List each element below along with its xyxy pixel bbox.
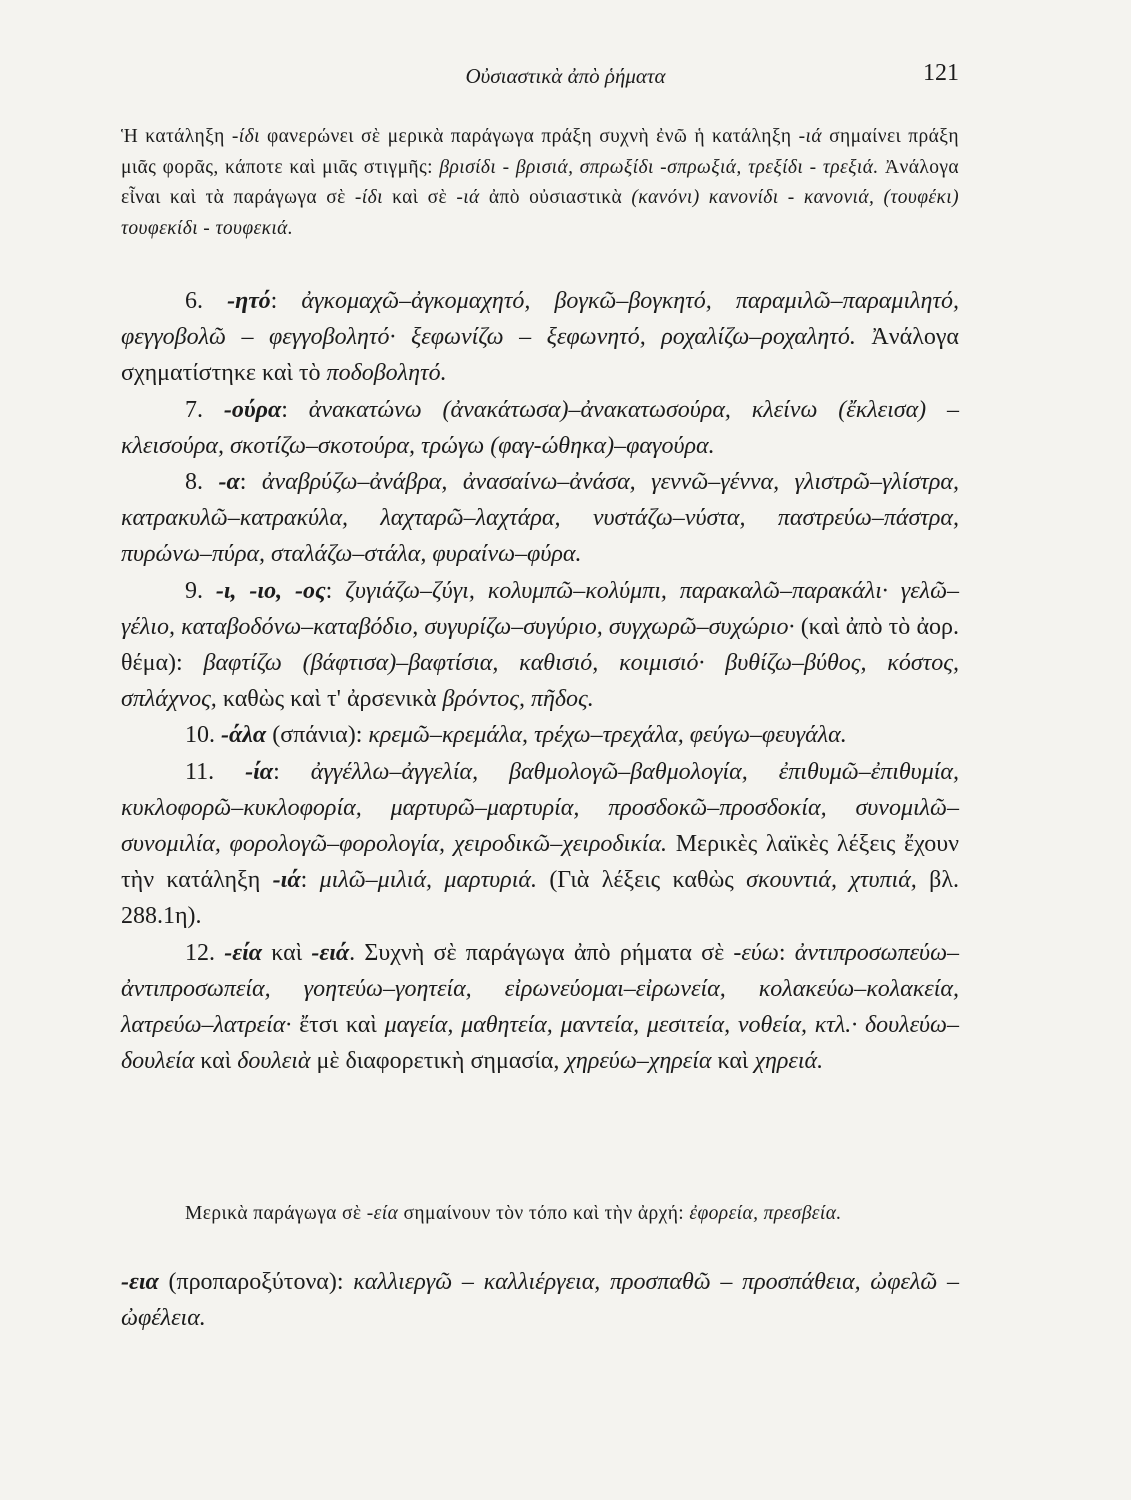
item-10 (121, 717, 959, 753)
text: Μερικὰ παράγωγα σὲ (185, 1203, 367, 1224)
suffix-heading: -εία (224, 939, 263, 966)
examples: δουλειὰ (237, 1048, 311, 1075)
examples: χηρειά. (754, 1048, 824, 1075)
intro-paragraph (121, 122, 959, 244)
item-7 (121, 392, 959, 464)
examples: βρισίδι - βρισιά, σπρωξίδι -σπρωξιά, τρεξίδι - τρεξιά. (439, 156, 879, 178)
text: Μερικὲς λαϊκὲς λέξεις ἔχουν τὴν κατάληξη (121, 831, 959, 894)
text: (προπαροξύτονα): (158, 1269, 354, 1295)
item-11 (121, 754, 959, 935)
text: σημαίνει πράξη μιᾶς φορᾶς, κάποτε καὶ μιᾶς στιγμῆς: (121, 126, 959, 178)
main-text (121, 283, 959, 1079)
suffix-heading: -εια (121, 1269, 159, 1295)
item-number: 6. (185, 288, 228, 314)
item-number: 12. (185, 939, 225, 966)
text: φανερώνει σὲ μερικὰ παράγωγα πράξη συχνὴ ἐνῶ ἡ κατάληξη (259, 126, 799, 147)
text: : (325, 577, 346, 604)
text: Ἀνάλογα σχηματίστηκε καὶ τὸ (121, 324, 960, 387)
text: ἔτσι καὶ (291, 1012, 385, 1039)
suffix-term: -ιά (456, 187, 480, 208)
item-8 (121, 464, 959, 573)
suffix-term: -εύω (733, 939, 779, 966)
suffix-term: -ίδι (231, 126, 260, 147)
text: καὶ (711, 1048, 755, 1075)
text: καὶ σὲ (382, 187, 457, 208)
text: σημαίνουν τὸν τόπο καὶ τὴν ἀρχή: (398, 1203, 690, 1224)
text: : (778, 939, 795, 966)
examples: ποδοβολητό. (326, 360, 447, 387)
text: : (281, 396, 309, 423)
text: : (273, 758, 311, 785)
item-number: 8. (185, 469, 219, 496)
text: βλ. 288.1η). (121, 867, 960, 930)
text: καὶ (262, 939, 312, 966)
text: : (239, 469, 262, 496)
item-9 (121, 573, 959, 718)
text: (Γιὰ λέξεις καθὼς (536, 867, 747, 894)
text: καθὼς καὶ τ' ἀρσενικὰ (216, 686, 443, 713)
examples: (κανόνι) κανονίδι - κανονιά, (τουφέκι) τουφεκίδι - τουφεκιά. (121, 187, 959, 239)
examples: ἀνακατώνω (ἀνακάτωσα)–ἀνακατωσούρα, κλείνω (ἔκλεισα) – κλεισούρα, σκοτίζω–σκοτούρα, τρώγω (φαγ-ώθηκα)–φαγούρα. (121, 396, 960, 459)
examples: καλλιεργῶ – καλλιέργεια, προσπαθῶ – προσπάθεια, ὠφελῶ – ὠφέλεια. (121, 1269, 959, 1331)
suffix-heading: -ούρα (223, 396, 282, 423)
suffix-heading: -α (218, 469, 240, 496)
examples: ζυγιάζω–ζύγι, κολυμπῶ–κολύμπι, παρακαλῶ–παρακάλι· γελῶ–γέλιο, καταβοδόνω–καταβόδιο, συγυρίζω–συγύριο, συγχωρῶ–συχώριο· (121, 577, 960, 640)
suffix-heading: -άλα (221, 722, 267, 749)
examples: ἀγγέλλω–ἀγγελία, βαθμολογῶ–βαθμολογία, ἐπιθυμῶ–ἐπιθυμία, κυκλοφορῶ–κυκλοφορία, μαρτυρῶ–μαρτυρία, προσδοκῶ–προσδοκία, συνομιλῶ–συνομιλία, φορολογῶ–φορολογία, χειροδικῶ–χειροδικία. (121, 758, 960, 858)
running-title: Οὐσιαστικὰ ἀπὸ ῥήματα (465, 64, 666, 88)
text: ἀπὸ οὐσιαστικὰ (479, 187, 632, 208)
suffix-term: -ιά (272, 867, 301, 894)
item-number: 7. (185, 396, 224, 423)
examples: ἀναβρύζω–ἀνάβρα, ἀνασαίνω–ἀνάσα, γεννῶ–γέννα, γλιστρῶ–γλίστρα, κατρακυλῶ–κατρακύλα, λαχταρῶ–λαχτάρα, νυστάζω–νύστα, παστρεύω–πάστρα, πυρώνω–πύρα, σταλάζω–στάλα, φυραίνω–φύρα. (121, 469, 960, 568)
suffix-term: -ίδι (354, 187, 383, 208)
examples: ἀγκομαχῶ–ἀγκομαχητό, βογκῶ–βογκητό, παραμιλῶ–παραμιλητό, φεγγοβολῶ – φεγγοβολητό· ξεφωνίζω – ξεφωνητό, ροχαλίζω–ροχαλητό. (121, 288, 960, 351)
item-number: 9. (185, 577, 216, 604)
text: Ἀνάλογα εἶναι καὶ τὰ παράγωγα σὲ (121, 156, 959, 208)
text: : (270, 288, 302, 314)
examples: σκουντιά, χτυπιά, (746, 867, 917, 894)
examples: χηρεύω–χηρεία (565, 1048, 712, 1075)
examples: βρόντος, πῆδος. (442, 686, 594, 713)
examples: ἐφορεία, πρεσβεία. (689, 1203, 842, 1224)
suffix-heading: -ητό (227, 288, 271, 314)
text: καὶ (194, 1048, 238, 1075)
suffix-term: -ιά (798, 126, 822, 147)
ending-paragraph (121, 1264, 959, 1336)
text: : (300, 867, 320, 894)
item-number: 11. (185, 758, 246, 785)
item-number: 10. (185, 722, 221, 749)
page-number: 121 (923, 60, 959, 86)
examples: μαγεία, μαθητεία, μαντεία, μεσιτεία, νοθεία, κτλ.· δουλεύω–δουλεία (121, 1012, 959, 1075)
suffix-term: -εία (366, 1203, 399, 1224)
item-12 (121, 935, 959, 1080)
text: . Συχνὴ σὲ παράγωγα ἀπὸ ρήματα σὲ (349, 939, 734, 966)
item-6 (121, 283, 959, 392)
text: (καὶ ἀπὸ τὸ ἀορ. θέμα): (121, 613, 959, 677)
examples: μιλῶ–μιλιά, μαρτυριά. (319, 867, 537, 894)
text: (σπάνια): (266, 722, 369, 749)
note-paragraph (121, 1198, 959, 1230)
text: μὲ διαφορετικὴ σημασία, (310, 1048, 566, 1075)
text: Ἡ κατάληξη (121, 126, 232, 147)
examples: ἀντιπροσωπεύω–ἀντιπροσωπεία, γοητεύω–γοητεία, εἰρωνεύομαι–εἰρωνεία, κολακεύω–κολακεία, λατρεύω–λατρεία· (121, 939, 960, 1039)
suffix-heading: -ι, -ιο, -ος (215, 577, 326, 604)
suffix-heading: -ία (245, 758, 274, 785)
examples: κρεμῶ–κρεμάλα, τρέχω–τρεχάλα, φεύγω–φευγάλα. (368, 722, 847, 749)
suffix-heading: -ειά (311, 939, 350, 966)
examples: βαφτίζω (βάφτισα)–βαφτίσια, καθισιό, κοιμισιό· βυθίζω–βύθος, κόστος, σπλάχνος, (121, 650, 959, 713)
